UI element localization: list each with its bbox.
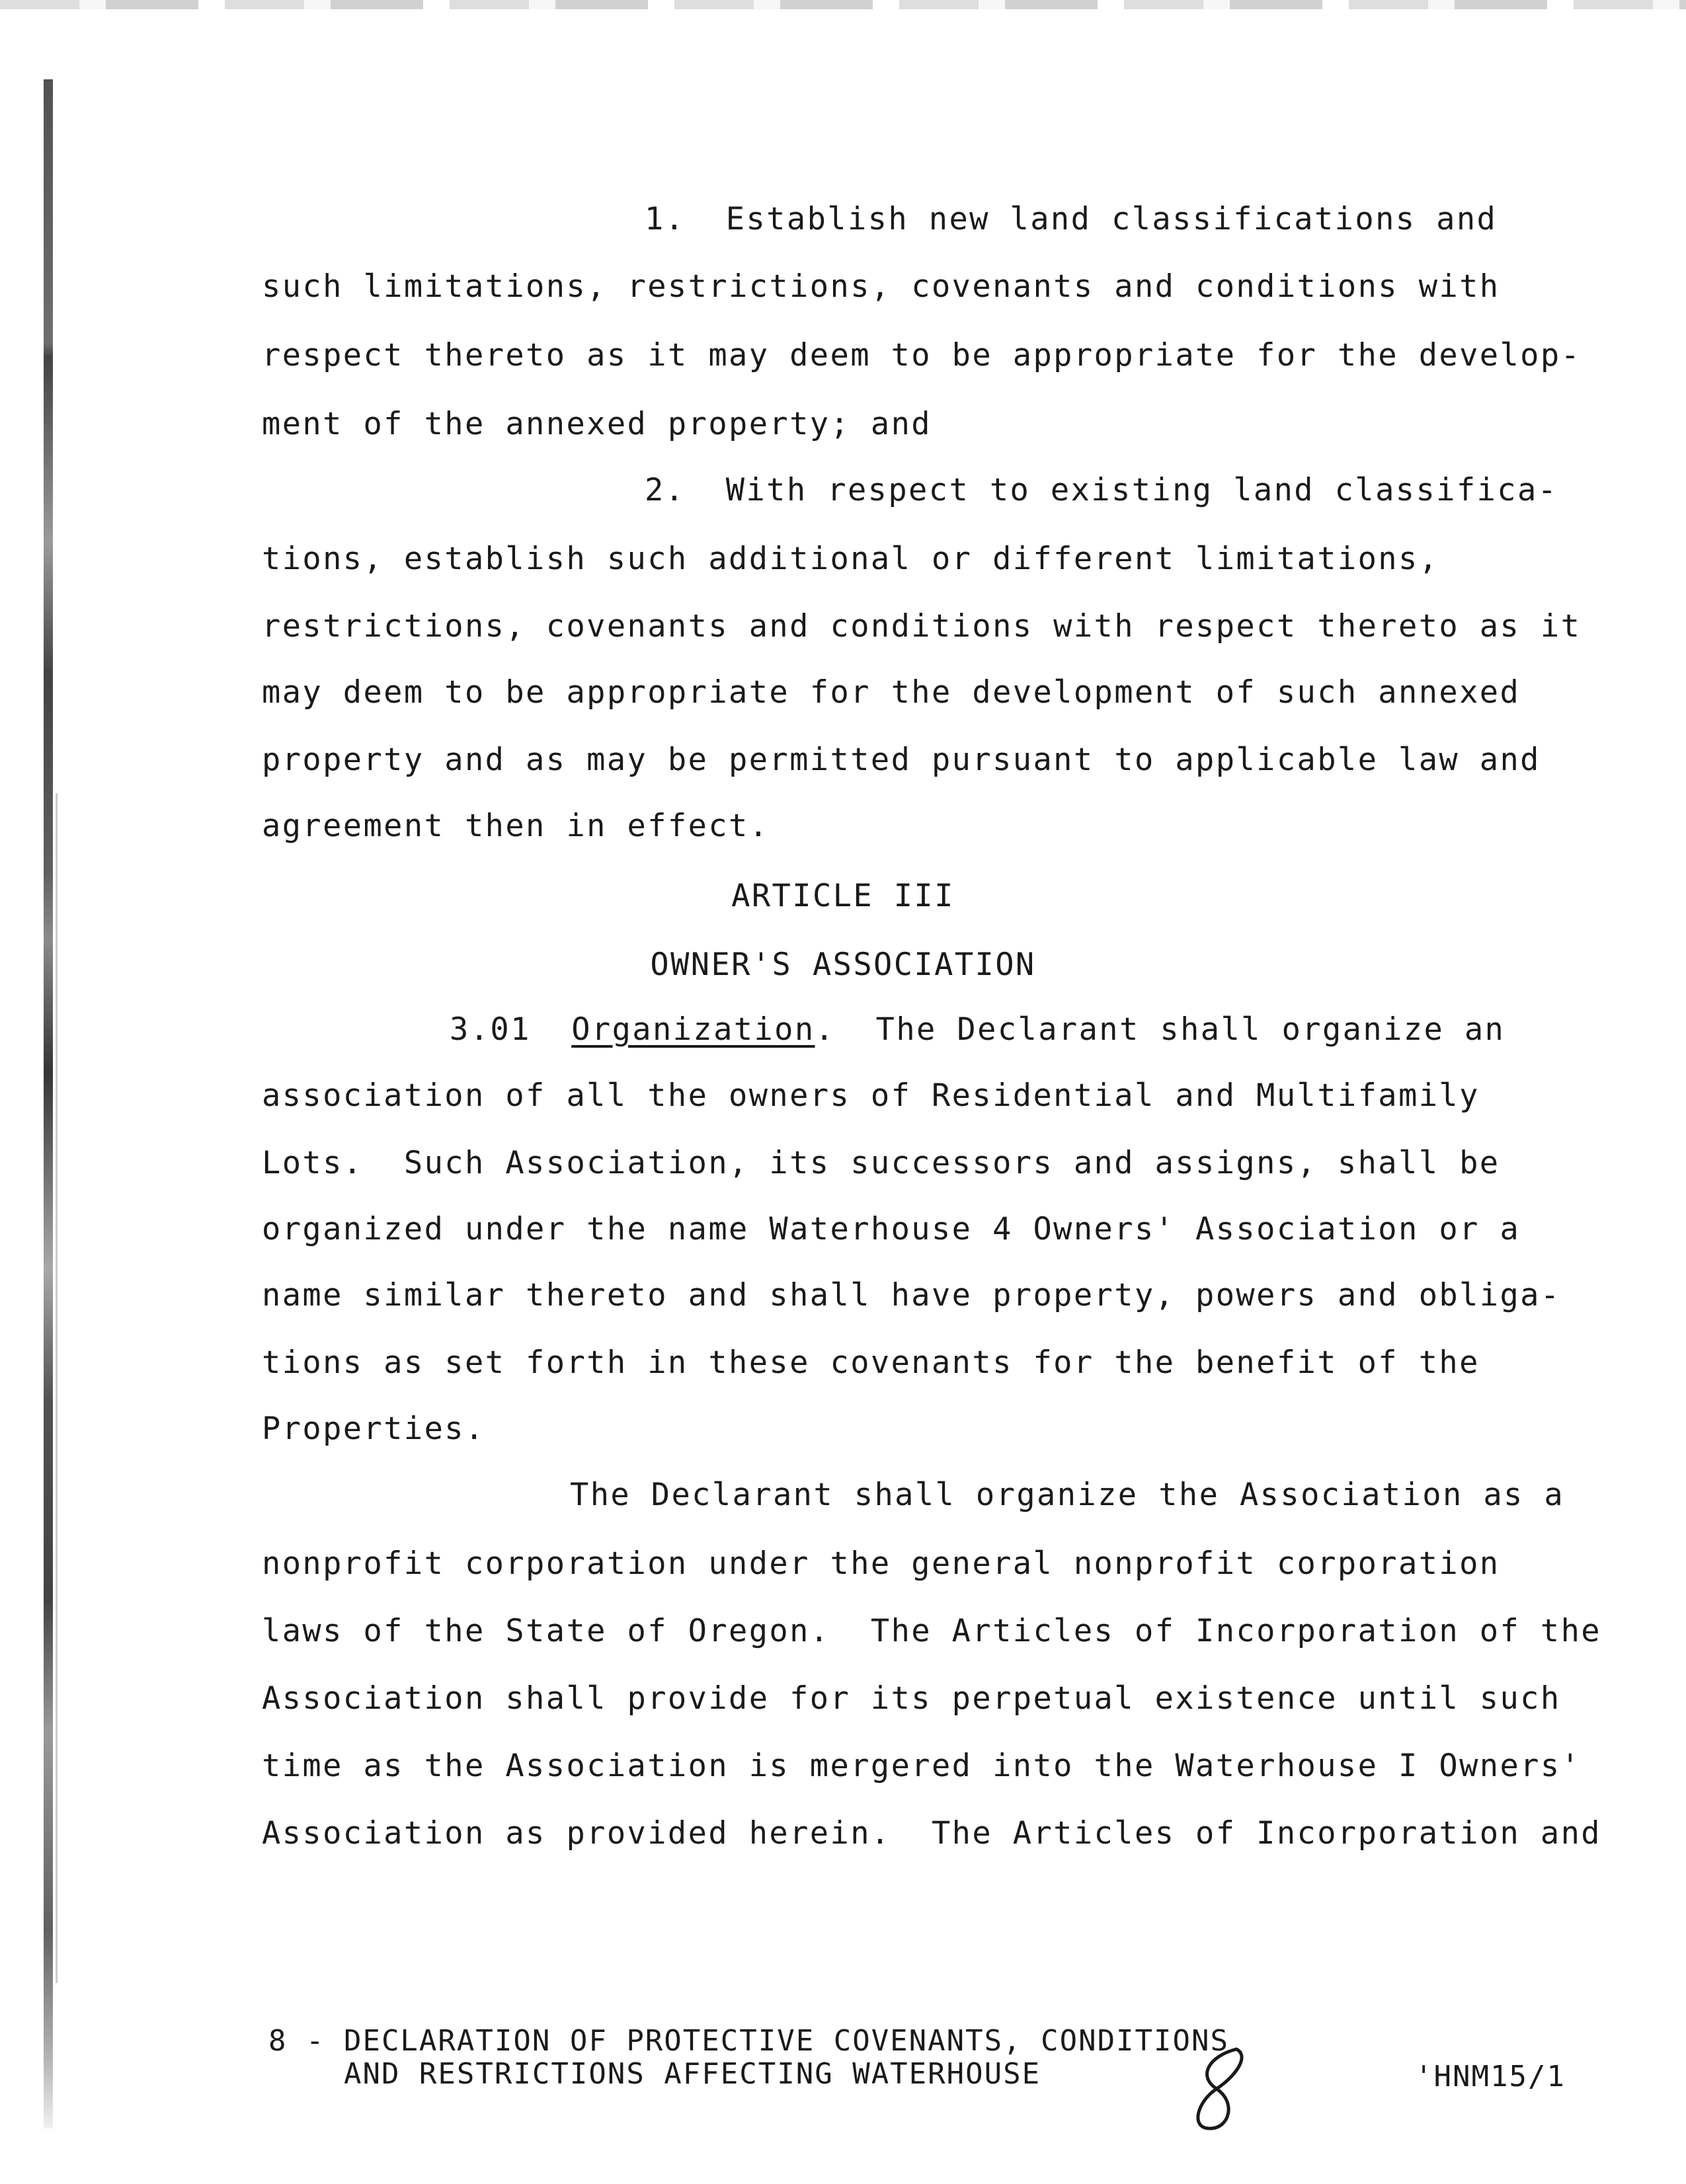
para2-line-3: restrictions, covenants and conditions with respect thereto as it	[262, 608, 1582, 644]
para1-line-3: respect thereto as it may deem to be appropriate for the develop-	[262, 337, 1582, 373]
para2-line-5: property and as may be permitted pursuant to applicable law and	[262, 742, 1541, 778]
section-line-4: organized under the name Waterhouse 4 Owners' Association or a	[262, 1211, 1521, 1247]
para1-line-4: ment of the annexed property; and	[262, 406, 932, 442]
section-title: Organization	[571, 1011, 815, 1048]
section-line-2: association of all the owners of Residential and Multifamily	[262, 1077, 1480, 1114]
article-heading: ARTICLE III	[731, 878, 955, 914]
para1-line-1: 1. Establish new land classifications and	[645, 201, 1498, 237]
para2-line-4: may deem to be appropriate for the development of such annexed	[262, 674, 1521, 711]
section-line-3: Lots. Such Association, its successors and assigns, shall be	[262, 1145, 1500, 1181]
footer-line-1: 8 - DECLARATION OF PROTECTIVE COVENANTS, CONDITIONS	[268, 2024, 1230, 2058]
para2-line-6: agreement then in effect.	[262, 808, 770, 844]
footer-document-code: 'HNM15/1	[1415, 2060, 1566, 2093]
section-line-6: tions as set forth in these covenants for the benefit of the	[262, 1345, 1480, 1381]
para3-line-1: The Declarant shall organize the Association as a	[570, 1477, 1565, 1513]
para3-line-4: Association shall provide for its perpetual existence until such	[262, 1680, 1561, 1717]
section-number: 3.01	[450, 1011, 531, 1048]
para3-line-2: nonprofit corporation under the general nonprofit corporation	[262, 1545, 1500, 1582]
section-3-01-line-1	[450, 1011, 1686, 1048]
para2-line-2: tions, establish such additional or different limitations,	[262, 541, 1439, 577]
para2-line-1: 2. With respect to existing land classifica-	[645, 472, 1558, 508]
para3-line-5: time as the Association is mergered into the Waterhouse I Owners'	[262, 1748, 1582, 1784]
footer-line-2: AND RESTRICTIONS AFFECTING WATERHOUSE	[268, 2057, 1041, 2091]
para1-line-2: such limitations, restrictions, covenants and conditions with	[262, 268, 1500, 305]
handwritten-page-number-icon	[1184, 2036, 1256, 2142]
section-first-line-text: . The Declarant shall organize an	[815, 1011, 1505, 1048]
section-line-5: name similar thereto and shall have property, powers and obliga-	[262, 1277, 1561, 1313]
section-line-7: Properties.	[262, 1411, 485, 1447]
scan-artifact-top	[0, 0, 1686, 9]
article-title: OWNER'S ASSOCIATION	[650, 947, 1036, 983]
para3-line-6: Association as provided herein. The Articles of Incorporation and	[262, 1815, 1601, 1852]
para3-line-3: laws of the State of Oregon. The Articles of Incorporation of the	[262, 1613, 1601, 1649]
scan-artifact-left-edge	[44, 79, 53, 2128]
